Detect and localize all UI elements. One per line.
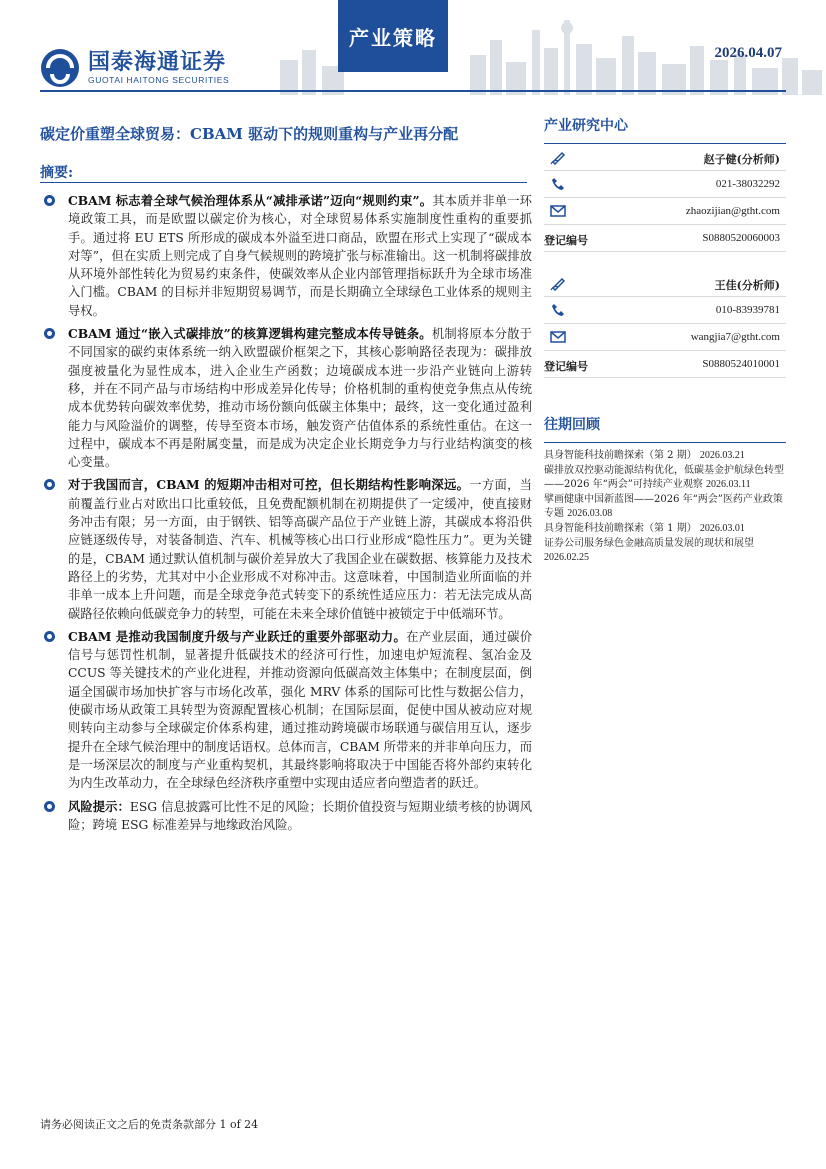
reg-label: 登记编号 [544, 360, 588, 373]
bullet-lead: CBAM 标志着全球气候治理体系从“减排承诺”迈向“规则约束”。 [68, 193, 433, 208]
bullet-lead: 对于我国而言，CBAM 的短期冲击相对可控，但长期结构性影响深远。 [68, 477, 470, 493]
bullet-text: 在产业层面，通过碳价信号与惩罚性机制，显著提升低碳技术的经济可行性，加速电炉短流程、氢冶金及 CCUS 等关键技术的产业化进程，并推动资源向低碳高效主体集中；在制度层面，倒逼全国碳市场加快扩容与市场化改革，强化 MRV 体系的国际可比性与数据公信力，使碳市场从政策工具转型为资源配置核心机制；在国际层面，促使中国从被动应对规则转向主动参与全球碳定价体系构建，通过推动跨境碳市场联通与碳信用互认，逐步提升在全球气候治理中的制度话语权。总体而言，CBAM 所带来的并非单向压力，而是一场深层次的制度与产业重构契机，其最终影响将取决于中国能否将外部约束转化为内生改革动力，在全球绿色经济秩序重塑中实现由适应者向塑造者的跃迁。 [68, 629, 532, 791]
research-center-title: 产业研究中心 [544, 118, 628, 134]
report-date: 2026.04.07 [714, 45, 782, 61]
bullet-icon [44, 631, 55, 642]
analyst-reg-row [544, 225, 786, 252]
phone-icon [550, 302, 566, 318]
analyst-email-row [544, 198, 786, 225]
bullet-icon [44, 328, 55, 339]
pen-icon [550, 149, 566, 165]
analyst-email[interactable]: wangjia7@gtht.com [690, 331, 780, 343]
abstract-bullet [40, 628, 532, 793]
abstract-bullet [40, 325, 532, 471]
reg-label: 登记编号 [544, 234, 588, 247]
previous-report-date: 2026.03.08 [567, 508, 613, 519]
analyst-reg-row [544, 351, 786, 378]
logo-mark-icon [40, 48, 80, 88]
company-logo [40, 48, 229, 88]
previous-report-date: 2026.03.11 [706, 479, 751, 490]
analyst-name: 王佳(分析师) [714, 279, 780, 292]
previous-report-date: 2026.02.25 [544, 552, 589, 563]
abstract-divider [40, 182, 527, 183]
analyst-email[interactable]: zhaozijian@gtht.com [685, 205, 780, 217]
bullet-lead: CBAM 是推动我国制度升级与产业跃迁的重要外部驱动力。 [68, 628, 407, 644]
page-footer: 请务必阅读正文之后的免责条款部分 1 of 24 [40, 1118, 259, 1131]
bullet-icon [44, 801, 55, 812]
previous-report-title: 擘画健康中国新蓝图——2026 年“两会”医药产业政策专题 [544, 494, 783, 519]
sidebar-divider [544, 442, 786, 443]
abstract-bullet [40, 798, 532, 835]
page-header [0, 0, 826, 95]
previous-report-date: 2026.03.01 [699, 523, 745, 534]
email-icon [550, 203, 566, 219]
report-title: 碳定价重塑全球贸易：CBAM 驱动下的规则重构与产业再分配 [40, 125, 459, 143]
analyst-card [544, 144, 786, 252]
analyst-phone: 021-38032292 [715, 178, 780, 190]
bullet-text: ESG 信息披露可比性不足的风险；长期价值投资与短期业绩考核的协调风险；跨境 ESG 标准差异与地缘政治风险。 [68, 799, 532, 832]
previous-report-title: 具身智能科技前瞻探索（第 1 期） [544, 523, 697, 534]
previous-report-item[interactable] [544, 522, 786, 536]
email-icon [550, 329, 566, 345]
bullet-lead: CBAM 通过“嵌入式碳排放”的核算逻辑构建完整成本传导链条。 [68, 326, 432, 342]
previous-report-item[interactable] [544, 537, 786, 565]
phone-icon [550, 176, 566, 192]
previous-report-item[interactable] [544, 449, 786, 463]
analyst-name-row [544, 144, 786, 171]
analyst-phone-row [544, 297, 786, 324]
analyst-phone: 010-83939781 [715, 304, 780, 316]
abstract-bullet [40, 192, 532, 320]
analyst-email-row [544, 324, 786, 351]
analyst-phone-row [544, 171, 786, 198]
previous-report-item[interactable] [544, 493, 786, 521]
logo-chinese-name: 国泰海通证券 [88, 49, 227, 75]
bullet-text: 一方面，当前覆盖行业占对欧出口比重较低，且免费配额机制在初期提供了一定缓冲，使直接财务冲击有限；另一方面，由于钢铁、铝等高碳产品位于产业链上游，其碳成本将沿供应链逐级传导，对装备制造、汽车、机械等核心出口行业形成“隐性压力”。更为关键的是，CBAM 通过默认值机制与碳价差异放大了我国企业在碳数据、核算能力及技术路径上的劣势，尤其对中小企业形成不对称冲击。这意味着，中国制造业所面临的并非单一成本上升问题，而是全球竞争范式转变下的系统性适应压力：若无法完成从高碳路径依赖向低碳竞争力的转型，可能在未来全球价值链中被锁定于中低端环节。 [68, 478, 532, 621]
previous-report-title: 具身智能科技前瞻探索（第 2 期） [544, 450, 697, 461]
reg-number: S0880520060003 [702, 232, 780, 244]
report-type-tag: 产业策略 [338, 0, 448, 72]
previous-report-item[interactable] [544, 464, 786, 492]
bullet-icon [44, 479, 55, 490]
header-divider [40, 90, 786, 92]
bullet-text: 机制将原本分散于不同国家的碳约束体系统一纳入欧盟碳价框架之下，其核心影响路径表现为：碳排放强度被量化为显性成本，进入企业生产函数；边境碳成本进一步沿产业链向上游转移，并在不同产品与市场结构中形成差异化传导；价格机制的重构使竞争焦点从传统成本优势转向碳效率优势，推动市场份额向低碳主体集中；最终，这一变化通过盈利能力与风险溢价的调整，传导至资本市场，触发资产估值体系的系统性重估。在这一过程中，碳成本不再是附属变量，而是成为决定企业长期竞争力与行业结构演变的核心变量。 [68, 327, 532, 470]
pen-icon [550, 275, 566, 291]
analyst-name: 赵子健(分析师) [703, 153, 780, 166]
bullet-icon [44, 195, 55, 206]
previous-report-title: 证券公司服务绿色金融高质量发展的现状和展望 [544, 538, 754, 549]
sidebar [544, 117, 786, 566]
abstract-label: 摘要: [40, 165, 74, 181]
bullet-lead: 风险提示： [68, 798, 130, 814]
abstract-bullet [40, 476, 532, 622]
bullet-text: 其本质并非单一环境政策工具，而是欧盟以碳定价为核心，对全球贸易体系实施制度性重构的重要抓手。通过将 EU ETS 所形成的碳成本外溢至进口商品，欧盟在形式上实现了“碳成本对等”，但在实质上则完成了自身气候规则的跨境扩张与标准输出。这一机制将碳排放从环境外部性转化为贸易约束条件，使碳效率从企业内部管理指标跃升为全球市场准入门槛。CBAM 的目标并非短期贸易调节，而是长期确立全球绿色工业体系的规则主导权。 [68, 194, 532, 318]
abstract-bullets [40, 192, 532, 839]
previous-reports-list [544, 449, 786, 565]
analyst-card [544, 270, 786, 378]
analyst-name-row [544, 270, 786, 297]
logo-english-name: GUOTAI HAITONG SECURITIES [88, 74, 230, 85]
previous-report-date: 2026.03.21 [699, 450, 745, 461]
reg-number: S0880524010001 [702, 358, 780, 370]
previous-reports-title: 往期回顾 [544, 417, 600, 433]
previous-report-title: 碳排放双控驱动能源结构优化，低碳基金护航绿色转型——2026 年“两会”可持续产业观察 [544, 465, 784, 490]
